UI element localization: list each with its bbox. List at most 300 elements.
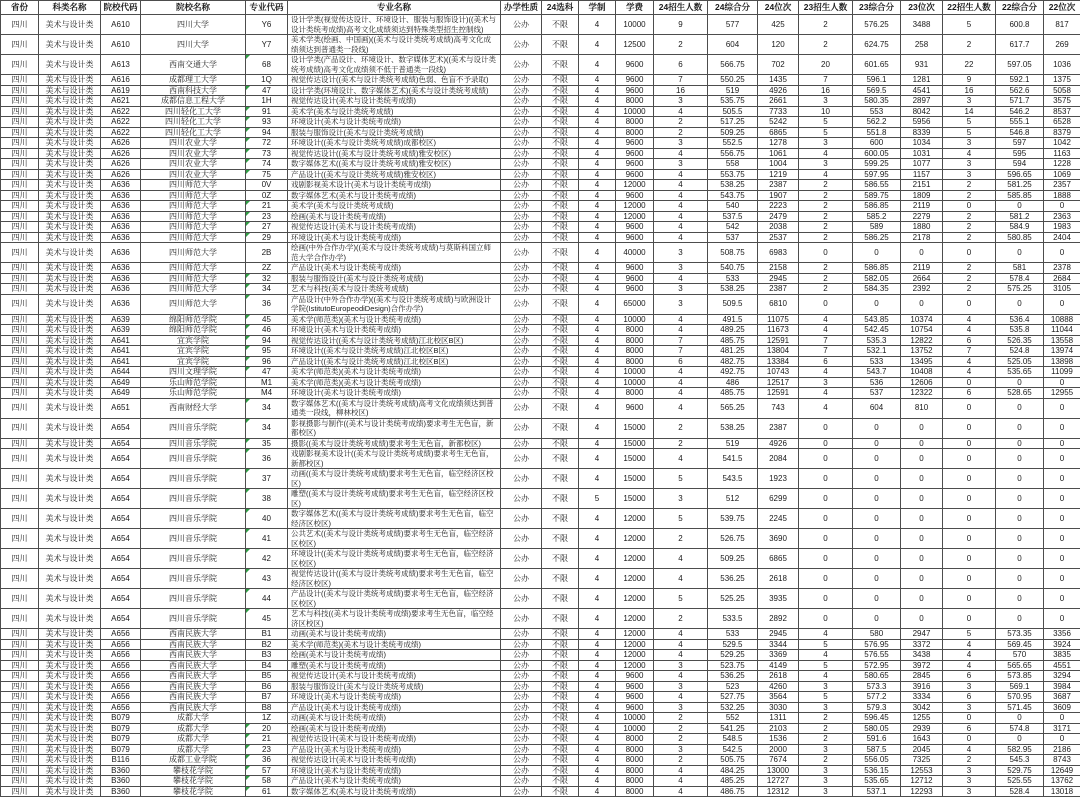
cell-major-name: 戏剧影视美术设计(美术与设计类统考成绩) bbox=[288, 180, 501, 191]
cell-subject-24: 不限 bbox=[542, 755, 579, 766]
cell-major-name: 视觉传达设计(美术与设计类统考成绩) bbox=[288, 671, 501, 682]
cell-college-name: 四川农业大学 bbox=[141, 138, 246, 149]
column-header-score-24: 24综合分 bbox=[708, 1, 758, 15]
cell-enroll-24: 4 bbox=[654, 273, 708, 284]
cell-rank-23: 2939 bbox=[901, 723, 943, 734]
cell-college-code: A636 bbox=[101, 263, 141, 274]
cell-category-name: 美术与设计类 bbox=[39, 15, 101, 35]
cell-rank-22: 6528 bbox=[1044, 117, 1080, 128]
cell-major-code: 72 bbox=[246, 138, 288, 149]
table-row bbox=[1, 148, 1080, 159]
cell-college-code: A654 bbox=[101, 438, 141, 449]
cell-major-name: 数字媒体艺术((美术与设计类统考成绩)高考文化成绩须达到普通类一段线，柳林校区) bbox=[288, 398, 501, 418]
cell-enroll-24: 4 bbox=[654, 639, 708, 650]
cell-major-name: 绘画(美术与设计类统考成绩) bbox=[288, 211, 501, 222]
cell-rank-24: 3344 bbox=[758, 639, 799, 650]
cell-enroll-24: 3 bbox=[654, 489, 708, 509]
cell-rank-23: 13495 bbox=[901, 356, 943, 367]
cell-rank-24: 120 bbox=[758, 35, 799, 55]
cell-score-22: 0 bbox=[996, 243, 1044, 263]
cell-years: 4 bbox=[579, 589, 616, 609]
column-header-province: 省份 bbox=[1, 1, 39, 15]
cell-major-name: 设计学类(环境设计、数字媒体艺术)(美术与设计类统考成绩) bbox=[288, 85, 501, 96]
cell-college-code: A626 bbox=[101, 148, 141, 159]
cell-rank-23: 2045 bbox=[901, 744, 943, 755]
cell-college-name: 宜宾学院 bbox=[141, 356, 246, 367]
cell-enroll-23: 5 bbox=[799, 127, 853, 138]
cell-score-22: 526.35 bbox=[996, 335, 1044, 346]
cell-years: 4 bbox=[579, 55, 616, 75]
cell-subject-24: 不限 bbox=[542, 469, 579, 489]
header-row bbox=[1, 1, 1080, 15]
cell-rank-23: 0 bbox=[901, 294, 943, 314]
cell-major-name: 视觉传达设计(美术与设计类统考成绩) bbox=[288, 96, 501, 107]
cell-score-24: 512 bbox=[708, 489, 758, 509]
cell-years: 4 bbox=[579, 367, 616, 378]
cell-province: 四川 bbox=[1, 398, 39, 418]
cell-tuition: 9600 bbox=[616, 222, 654, 233]
cell-enroll-22: 0 bbox=[943, 549, 996, 569]
cell-category-name: 美术与设计类 bbox=[39, 294, 101, 314]
cell-score-23: 0 bbox=[853, 438, 901, 449]
cell-years: 4 bbox=[579, 377, 616, 388]
cell-score-22: 581.25 bbox=[996, 180, 1044, 191]
cell-major-code: 44 bbox=[246, 589, 288, 609]
cell-enroll-24: 4 bbox=[654, 629, 708, 640]
cell-rank-23: 2664 bbox=[901, 273, 943, 284]
table-row bbox=[1, 776, 1080, 787]
cell-college-name: 西南交通大学 bbox=[141, 55, 246, 75]
cell-enroll-23: 2 bbox=[799, 190, 853, 201]
cell-rank-22: 3105 bbox=[1044, 284, 1080, 295]
cell-score-23: 543.85 bbox=[853, 314, 901, 325]
cell-rank-24: 7733 bbox=[758, 106, 799, 117]
cell-years: 4 bbox=[579, 723, 616, 734]
cell-province: 四川 bbox=[1, 377, 39, 388]
cell-enroll-23: 3 bbox=[799, 681, 853, 692]
cell-province: 四川 bbox=[1, 438, 39, 449]
cell-enroll-24: 4 bbox=[654, 449, 708, 469]
cell-enroll-24: 5 bbox=[654, 509, 708, 529]
cell-category-name: 美术与设计类 bbox=[39, 589, 101, 609]
cell-province: 四川 bbox=[1, 263, 39, 274]
cell-rank-23: 12606 bbox=[901, 377, 943, 388]
cell-years: 4 bbox=[579, 776, 616, 787]
cell-school-type: 公办 bbox=[501, 438, 542, 449]
cell-college-code: A636 bbox=[101, 273, 141, 284]
cell-province: 四川 bbox=[1, 284, 39, 295]
cell-enroll-22: 6 bbox=[943, 723, 996, 734]
cell-score-23: 585.2 bbox=[853, 211, 901, 222]
cell-enroll-24: 2 bbox=[654, 755, 708, 766]
cell-years: 4 bbox=[579, 190, 616, 201]
cell-subject-24: 不限 bbox=[542, 148, 579, 159]
number-format-marker-icon bbox=[246, 55, 250, 59]
cell-major-code: 29 bbox=[246, 232, 288, 243]
cell-years: 4 bbox=[579, 127, 616, 138]
cell-score-23: 536 bbox=[853, 377, 901, 388]
cell-years: 4 bbox=[579, 681, 616, 692]
cell-college-code: A636 bbox=[101, 180, 141, 191]
cell-rank-23: 4541 bbox=[901, 85, 943, 96]
cell-rank-24: 1923 bbox=[758, 469, 799, 489]
cell-subject-24: 不限 bbox=[542, 786, 579, 797]
cell-category-name: 美术与设计类 bbox=[39, 180, 101, 191]
cell-enroll-23: 10 bbox=[799, 106, 853, 117]
number-format-marker-icon bbox=[246, 734, 250, 738]
cell-rank-22: 8537 bbox=[1044, 106, 1080, 117]
cell-category-name: 美术与设计类 bbox=[39, 314, 101, 325]
cell-subject-24: 不限 bbox=[542, 211, 579, 222]
cell-subject-24: 不限 bbox=[542, 629, 579, 640]
cell-years: 4 bbox=[579, 786, 616, 797]
cell-subject-24: 不限 bbox=[542, 367, 579, 378]
cell-province: 四川 bbox=[1, 692, 39, 703]
cell-school-type: 公办 bbox=[501, 713, 542, 724]
cell-college-code: A654 bbox=[101, 569, 141, 589]
cell-tuition: 9600 bbox=[616, 232, 654, 243]
cell-school-type: 公办 bbox=[501, 232, 542, 243]
cell-rank-24: 4260 bbox=[758, 681, 799, 692]
cell-rank-24: 2537 bbox=[758, 232, 799, 243]
cell-rank-24: 702 bbox=[758, 55, 799, 75]
cell-province: 四川 bbox=[1, 702, 39, 713]
table-row bbox=[1, 263, 1080, 274]
cell-score-24: 539.75 bbox=[708, 509, 758, 529]
cell-tuition: 12000 bbox=[616, 609, 654, 629]
cell-tuition: 9600 bbox=[616, 263, 654, 274]
cell-rank-23: 0 bbox=[901, 549, 943, 569]
cell-enroll-23: 3 bbox=[799, 159, 853, 170]
cell-years: 4 bbox=[579, 529, 616, 549]
cell-school-type: 公办 bbox=[501, 681, 542, 692]
cell-score-23: 596.1 bbox=[853, 75, 901, 86]
cell-score-23: 532.1 bbox=[853, 346, 901, 357]
cell-college-name: 西南民族大学 bbox=[141, 681, 246, 692]
cell-subject-24: 不限 bbox=[542, 702, 579, 713]
cell-province: 四川 bbox=[1, 201, 39, 212]
cell-score-22: 535.8 bbox=[996, 325, 1044, 336]
cell-rank-24: 2000 bbox=[758, 744, 799, 755]
cell-score-22: 0 bbox=[996, 438, 1044, 449]
number-format-marker-icon bbox=[246, 149, 250, 153]
cell-rank-23: 1031 bbox=[901, 148, 943, 159]
table-row bbox=[1, 786, 1080, 797]
cell-province: 四川 bbox=[1, 127, 39, 138]
cell-score-23: 584.35 bbox=[853, 284, 901, 295]
cell-enroll-23: 7 bbox=[799, 335, 853, 346]
cell-score-24: 538.25 bbox=[708, 284, 758, 295]
cell-province: 四川 bbox=[1, 418, 39, 438]
cell-college-code: B360 bbox=[101, 776, 141, 787]
cell-enroll-23: 0 bbox=[799, 549, 853, 569]
cell-college-name: 四川师范大学 bbox=[141, 201, 246, 212]
cell-score-23: 624.75 bbox=[853, 35, 901, 55]
cell-enroll-22: 0 bbox=[943, 418, 996, 438]
table-row bbox=[1, 650, 1080, 661]
cell-category-name: 美术与设计类 bbox=[39, 388, 101, 399]
cell-enroll-23: 2 bbox=[799, 755, 853, 766]
cell-years: 4 bbox=[579, 346, 616, 357]
cell-category-name: 美术与设计类 bbox=[39, 377, 101, 388]
cell-school-type: 公办 bbox=[501, 138, 542, 149]
cell-college-name: 四川师范大学 bbox=[141, 180, 246, 191]
cell-rank-23: 3372 bbox=[901, 639, 943, 650]
cell-enroll-24: 4 bbox=[654, 222, 708, 233]
cell-rank-23: 1643 bbox=[901, 734, 943, 745]
cell-college-name: 四川师范大学 bbox=[141, 232, 246, 243]
cell-rank-23: 12822 bbox=[901, 335, 943, 346]
cell-school-type: 公办 bbox=[501, 367, 542, 378]
cell-school-type: 公办 bbox=[501, 377, 542, 388]
cell-enroll-22: 3 bbox=[943, 765, 996, 776]
cell-college-code: A626 bbox=[101, 169, 141, 180]
cell-province: 四川 bbox=[1, 469, 39, 489]
cell-score-24: 604 bbox=[708, 35, 758, 55]
cell-college-name: 四川音乐学院 bbox=[141, 438, 246, 449]
cell-province: 四川 bbox=[1, 723, 39, 734]
cell-tuition: 15000 bbox=[616, 418, 654, 438]
cell-score-22: 597.05 bbox=[996, 55, 1044, 75]
cell-rank-23: 8339 bbox=[901, 127, 943, 138]
cell-score-22: 581 bbox=[996, 263, 1044, 274]
number-format-marker-icon bbox=[246, 128, 250, 132]
cell-category-name: 美术与设计类 bbox=[39, 744, 101, 755]
cell-score-22: 0 bbox=[996, 377, 1044, 388]
cell-category-name: 美术与设计类 bbox=[39, 765, 101, 776]
cell-enroll-23: 4 bbox=[799, 388, 853, 399]
cell-score-24: 541.5 bbox=[708, 449, 758, 469]
cell-college-code: A644 bbox=[101, 367, 141, 378]
cell-province: 四川 bbox=[1, 776, 39, 787]
cell-college-name: 西南民族大学 bbox=[141, 639, 246, 650]
table-row bbox=[1, 356, 1080, 367]
cell-major-code: 1H bbox=[246, 96, 288, 107]
number-format-marker-icon bbox=[246, 86, 250, 90]
cell-score-22: 0 bbox=[996, 469, 1044, 489]
cell-enroll-24: 3 bbox=[654, 96, 708, 107]
cell-college-code: A639 bbox=[101, 325, 141, 336]
column-header-college-code: 院校代码 bbox=[101, 1, 141, 15]
cell-province: 四川 bbox=[1, 169, 39, 180]
cell-rank-22: 13762 bbox=[1044, 776, 1080, 787]
cell-college-code: A636 bbox=[101, 284, 141, 295]
cell-score-23: 576.95 bbox=[853, 639, 901, 650]
cell-enroll-22: 3 bbox=[943, 776, 996, 787]
cell-enroll-24: 2 bbox=[654, 609, 708, 629]
cell-score-23: 586.85 bbox=[853, 201, 901, 212]
cell-province: 四川 bbox=[1, 449, 39, 469]
cell-subject-24: 不限 bbox=[542, 294, 579, 314]
cell-category-name: 美术与设计类 bbox=[39, 127, 101, 138]
cell-score-24: 548.5 bbox=[708, 734, 758, 745]
cell-enroll-24: 4 bbox=[654, 569, 708, 589]
cell-college-code: B079 bbox=[101, 713, 141, 724]
cell-rank-22: 0 bbox=[1044, 609, 1080, 629]
cell-rank-22: 3609 bbox=[1044, 702, 1080, 713]
cell-enroll-22: 16 bbox=[943, 85, 996, 96]
cell-rank-22: 11099 bbox=[1044, 367, 1080, 378]
column-header-score-23: 23综合分 bbox=[853, 1, 901, 15]
cell-major-code: 47 bbox=[246, 85, 288, 96]
cell-school-type: 公办 bbox=[501, 106, 542, 117]
cell-enroll-23: 0 bbox=[799, 529, 853, 549]
cell-province: 四川 bbox=[1, 529, 39, 549]
cell-enroll-23: 5 bbox=[799, 660, 853, 671]
cell-score-23: 537.1 bbox=[853, 786, 901, 797]
cell-enroll-24: 3 bbox=[654, 284, 708, 295]
cell-major-name: 视觉传达设计(美术与设计类统考成绩) bbox=[288, 755, 501, 766]
cell-years: 4 bbox=[579, 263, 616, 274]
cell-years: 4 bbox=[579, 449, 616, 469]
cell-rank-22: 0 bbox=[1044, 569, 1080, 589]
cell-score-23: 533 bbox=[853, 356, 901, 367]
cell-province: 四川 bbox=[1, 489, 39, 509]
cell-major-code: 36 bbox=[246, 449, 288, 469]
cell-college-code: A613 bbox=[101, 55, 141, 75]
cell-tuition: 8000 bbox=[616, 127, 654, 138]
cell-enroll-23: 3 bbox=[799, 765, 853, 776]
cell-province: 四川 bbox=[1, 509, 39, 529]
cell-enroll-22: 0 bbox=[943, 713, 996, 724]
cell-tuition: 9600 bbox=[616, 148, 654, 159]
cell-school-type: 公办 bbox=[501, 388, 542, 399]
cell-category-name: 美术与设计类 bbox=[39, 755, 101, 766]
cell-rank-23: 3042 bbox=[901, 702, 943, 713]
cell-tuition: 12000 bbox=[616, 211, 654, 222]
number-format-marker-icon bbox=[246, 212, 250, 216]
cell-rank-23: 13752 bbox=[901, 346, 943, 357]
table-row bbox=[1, 723, 1080, 734]
cell-subject-24: 不限 bbox=[542, 169, 579, 180]
cell-years: 4 bbox=[579, 755, 616, 766]
cell-college-name: 成都大学 bbox=[141, 744, 246, 755]
cell-province: 四川 bbox=[1, 765, 39, 776]
cell-rank-23: 1809 bbox=[901, 190, 943, 201]
cell-major-code: 74 bbox=[246, 159, 288, 170]
cell-score-23: 0 bbox=[853, 509, 901, 529]
cell-tuition: 8000 bbox=[616, 786, 654, 797]
cell-college-code: A636 bbox=[101, 294, 141, 314]
cell-major-code: 58 bbox=[246, 776, 288, 787]
cell-years: 4 bbox=[579, 639, 616, 650]
cell-major-code: 96 bbox=[246, 356, 288, 367]
cell-college-code: A654 bbox=[101, 418, 141, 438]
cell-school-type: 公办 bbox=[501, 201, 542, 212]
cell-major-code: 23 bbox=[246, 211, 288, 222]
cell-rank-22: 1888 bbox=[1044, 190, 1080, 201]
cell-score-23: 591.6 bbox=[853, 734, 901, 745]
cell-subject-24: 不限 bbox=[542, 723, 579, 734]
number-format-marker-icon bbox=[246, 776, 250, 780]
cell-enroll-22: 2 bbox=[943, 35, 996, 55]
cell-tuition: 12000 bbox=[616, 180, 654, 191]
cell-college-code: A636 bbox=[101, 243, 141, 263]
cell-major-code: 91 bbox=[246, 106, 288, 117]
cell-rank-23: 0 bbox=[901, 438, 943, 449]
cell-score-22: 569.1 bbox=[996, 681, 1044, 692]
cell-score-23: 600 bbox=[853, 138, 901, 149]
cell-college-name: 四川师范大学 bbox=[141, 284, 246, 295]
number-format-marker-icon bbox=[246, 315, 250, 319]
table-row bbox=[1, 438, 1080, 449]
cell-subject-24: 不限 bbox=[542, 660, 579, 671]
cell-category-name: 美术与设计类 bbox=[39, 263, 101, 274]
cell-college-code: A654 bbox=[101, 589, 141, 609]
cell-province: 四川 bbox=[1, 660, 39, 671]
cell-college-name: 成都大学 bbox=[141, 734, 246, 745]
cell-years: 4 bbox=[579, 96, 616, 107]
cell-enroll-22: 2 bbox=[943, 190, 996, 201]
cell-subject-24: 不限 bbox=[542, 180, 579, 191]
table-row bbox=[1, 190, 1080, 201]
cell-school-type: 公办 bbox=[501, 418, 542, 438]
cell-score-24: 538.25 bbox=[708, 418, 758, 438]
cell-rank-23: 5956 bbox=[901, 117, 943, 128]
cell-major-name: 美术学(师范类)(美术与设计类统考成绩) bbox=[288, 367, 501, 378]
cell-major-code: Y7 bbox=[246, 35, 288, 55]
cell-enroll-22: 0 bbox=[943, 377, 996, 388]
number-format-marker-icon bbox=[246, 529, 250, 533]
cell-province: 四川 bbox=[1, 222, 39, 233]
cell-major-code: 73 bbox=[246, 148, 288, 159]
cell-years: 4 bbox=[579, 294, 616, 314]
cell-score-22: 595 bbox=[996, 148, 1044, 159]
cell-enroll-24: 4 bbox=[654, 201, 708, 212]
table-row bbox=[1, 346, 1080, 357]
cell-school-type: 公办 bbox=[501, 85, 542, 96]
cell-category-name: 美术与设计类 bbox=[39, 232, 101, 243]
cell-subject-24: 不限 bbox=[542, 744, 579, 755]
cell-province: 四川 bbox=[1, 294, 39, 314]
cell-college-name: 西南财经大学 bbox=[141, 398, 246, 418]
cell-school-type: 公办 bbox=[501, 346, 542, 357]
cell-score-22: 562.6 bbox=[996, 85, 1044, 96]
table-row bbox=[1, 660, 1080, 671]
cell-major-code: 75 bbox=[246, 169, 288, 180]
cell-score-22: 528.4 bbox=[996, 786, 1044, 797]
cell-years: 4 bbox=[579, 702, 616, 713]
cell-province: 四川 bbox=[1, 106, 39, 117]
cell-rank-22: 13898 bbox=[1044, 356, 1080, 367]
cell-years: 4 bbox=[579, 744, 616, 755]
cell-subject-24: 不限 bbox=[542, 569, 579, 589]
cell-province: 四川 bbox=[1, 15, 39, 35]
cell-score-23: 0 bbox=[853, 549, 901, 569]
cell-score-23: 576.25 bbox=[853, 15, 901, 35]
cell-enroll-22: 2 bbox=[943, 263, 996, 274]
cell-college-name: 成都大学 bbox=[141, 713, 246, 724]
cell-college-name: 四川音乐学院 bbox=[141, 549, 246, 569]
cell-college-name: 四川轻化工大学 bbox=[141, 127, 246, 138]
cell-years: 4 bbox=[579, 211, 616, 222]
cell-major-code: 41 bbox=[246, 529, 288, 549]
cell-score-24: 542.5 bbox=[708, 744, 758, 755]
cell-major-code: 32 bbox=[246, 273, 288, 284]
cell-rank-24: 2387 bbox=[758, 418, 799, 438]
cell-years: 4 bbox=[579, 180, 616, 191]
cell-enroll-22: 7 bbox=[943, 346, 996, 357]
cell-score-23: 573.3 bbox=[853, 681, 901, 692]
cell-rank-24: 1536 bbox=[758, 734, 799, 745]
cell-rank-22: 13558 bbox=[1044, 335, 1080, 346]
cell-category-name: 美术与设计类 bbox=[39, 609, 101, 629]
cell-school-type: 公办 bbox=[501, 734, 542, 745]
cell-score-24: 529.5 bbox=[708, 639, 758, 650]
cell-score-23: 551.8 bbox=[853, 127, 901, 138]
cell-rank-22: 5058 bbox=[1044, 85, 1080, 96]
cell-major-code: 42 bbox=[246, 549, 288, 569]
